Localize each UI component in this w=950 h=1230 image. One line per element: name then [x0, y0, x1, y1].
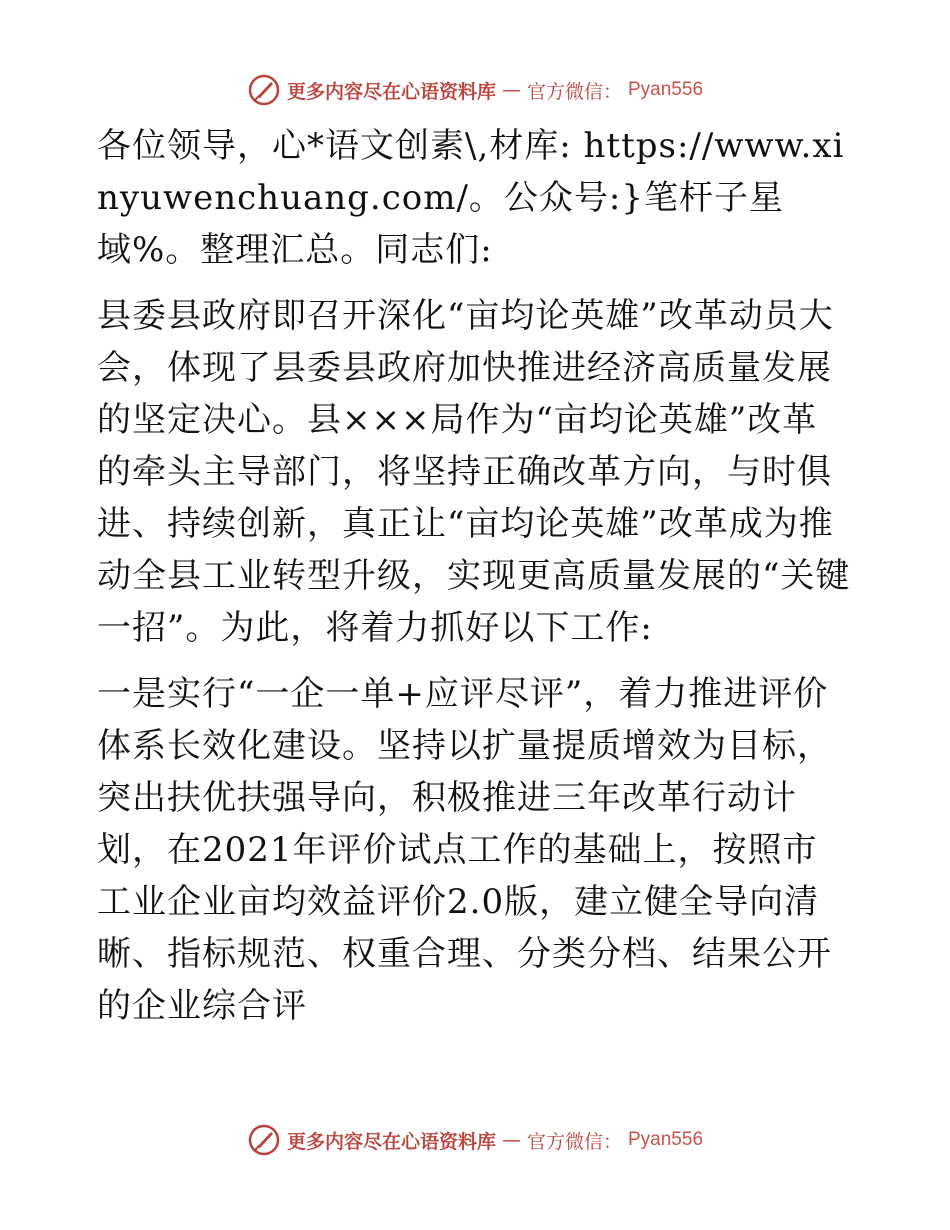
- banner-dash: —: [501, 79, 521, 101]
- footer-watermark-banner: [0, 1120, 950, 1160]
- banner-contact-label: 官方微信：: [526, 80, 622, 103]
- quill-seal-icon: [247, 73, 281, 107]
- banner-contact-label: 官方微信：: [526, 1130, 622, 1153]
- paragraph-greeting: 各位领导，心*语文创素\,材库: https://www.xinyuwenchuang.com/。公众号:}笔杆子星域%。整理汇总。同志们:: [97, 126, 845, 270]
- banner-dash: —: [501, 1129, 521, 1151]
- banner-account-id: Pyan556: [628, 79, 704, 100]
- document-body: [97, 120, 852, 1046]
- banner-brand-text: 更多内容尽在心语资料库: [286, 1130, 496, 1153]
- quill-seal-icon: [247, 1123, 281, 1157]
- paragraph-intro: 县委县政府即召开深化“亩均论英雄”改革动员大会，体现了县委县政府加快推进经济高质量发展的坚定决心。县×××局作为“亩均论英雄”改革的牵头主导部门，将坚持正确改革方向，与时俱进、持续创新，真正让“亩均论英雄”改革成为推动全县工业转型升级，实现更高质量发展的“关键一招”。为此，将着力抓好以下工作:: [97, 296, 851, 648]
- header-watermark-banner: [0, 70, 950, 110]
- banner-account-id: Pyan556: [628, 1129, 704, 1150]
- paragraph-point-one: 一是实行“一企一单+应评尽评”，着力推进评价体系长效化建设。坚持以扩量提质增效为目标，突出扶优扶强导向，积极推进三年改革行动计划，在2021年评价试点工作的基础上，按照市工业企业亩均效益评价2.0版，建立健全导向清晰、指标规范、权重合理、分类分档、结果公开的企业综合评: [97, 674, 832, 1026]
- banner-brand-text: 更多内容尽在心语资料库: [286, 80, 496, 103]
